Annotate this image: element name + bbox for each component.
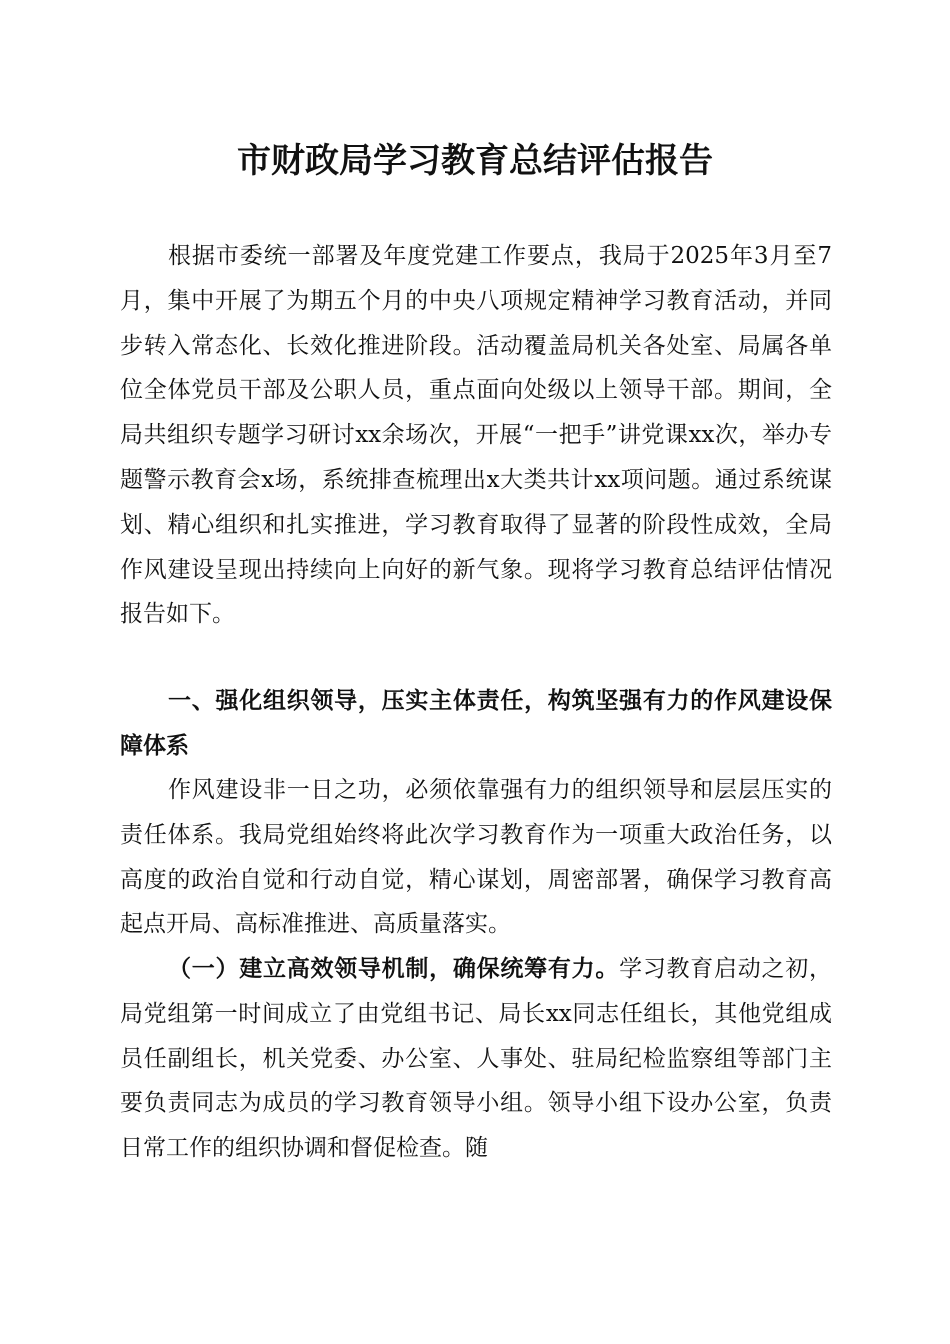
section-1-paragraph: 作风建设非一日之功，必须依靠强有力的组织领导和层层压实的责任体系。我局党组始终将此次学习教育作为一项重大政治任务，以高度的政治自觉和行动自觉，精心谋划，周密部署，确保学习教育高起点开局、高标准推进、高质量落实。 — [120, 777, 832, 938]
document-title: 市财政局学习教育总结评估报告 — [237, 141, 713, 181]
subsection-1-text: 学习教育启动之初，局党组第一时间成立了由党组书记、局长xx同志任组长，其他党组成员任副组长，机关党委、办公室、人事处、驻局纪检监察组等部门主要负责同志为成员的学习教育领导小组。领导小组下设办公室，负责日常工作的组织协调和督促检查。随 — [120, 956, 833, 1162]
subsection-1-lead: （一）建立高效领导机制，确保统筹有力。 — [168, 956, 620, 982]
intro-paragraph: 根据市委统一部署及年度党建工作要点，我局于2025年3月至7月，集中开展了为期五个月的中央八项规定精神学习教育活动，并同步转入常态化、长效化推进阶段。活动覆盖局机关各处室、局属各单位全体党员干部及公职人员，重点面向处级以上领导干部。期间，全局共组织专题学习研讨xx余场次，开展“一把手”讲党课xx次，举办专题警示教育会x场，系统排查梳理出x大类共计xx项问题。通过系统谋划、精心组织和扎实推进，学习教育取得了显著的阶段性成效，全局作风建设呈现出持续向上向好的新气象。现将学习教育总结评估情况报告如下。 — [120, 243, 832, 628]
subsection-1-paragraph — [120, 947, 832, 1171]
section-heading-1: 一、强化组织领导，压实主体责任，构筑坚强有力的作风建设保障体系 — [120, 688, 832, 759]
